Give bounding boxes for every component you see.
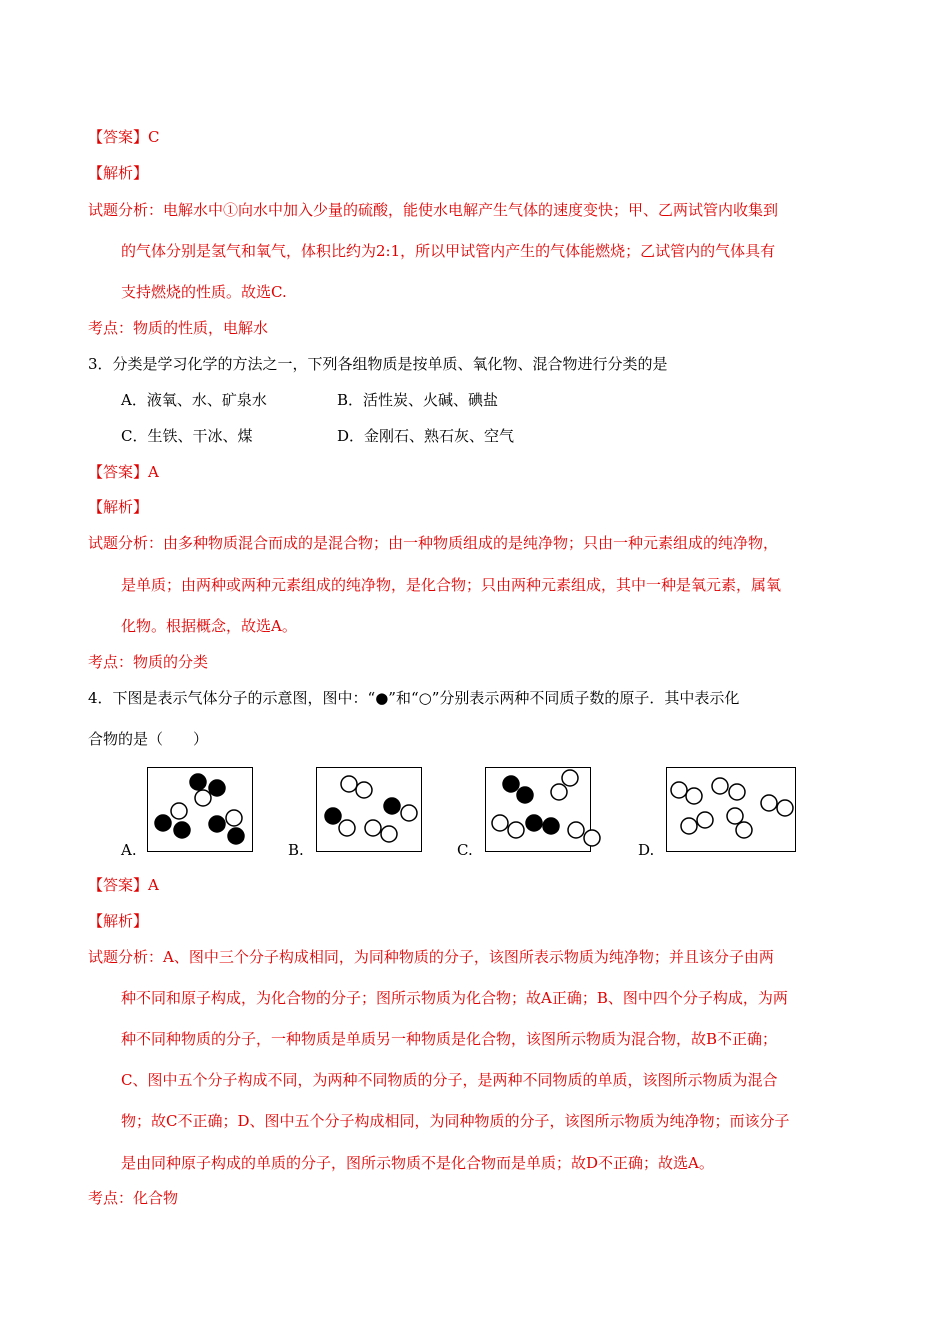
q3-analysis-label: 【解析】	[88, 498, 149, 516]
molecule-figure-c	[485, 767, 591, 852]
q2-answer: 【答案】C	[88, 128, 160, 146]
molecule-diagram-d	[667, 768, 797, 853]
q3-point: 考点：物质的分类	[88, 653, 209, 671]
molecule-figure-b	[316, 767, 422, 852]
q4-analysis-line-2: 种不同和原子构成，为化合物的分子；图所示物质为化合物；故A正确；B、图中四个分子构成，为两	[121, 989, 788, 1007]
q2-analysis-line-3: 支持燃烧的性质。故选C.	[121, 283, 287, 301]
q3-analysis-line-1: 试题分析：由多种物质混合而成的是混合物；由一种物质组成的是纯净物；只由一种元素组成的纯净物，	[88, 534, 779, 552]
q4-analysis-line-1: 试题分析：A、图中三个分子构成相同，为同种物质的分子，该图所表示物质为纯净物；并且该分子由两	[88, 948, 774, 966]
molecule-diagram-b	[317, 768, 423, 853]
q3-analysis-line-2: 是单质；由两种或两种元素组成的纯净物，是化合物；只由两种元素组成，其中一种是氧元素，属氧	[121, 576, 782, 594]
q4-analysis-label: 【解析】	[88, 912, 149, 930]
q3-option-a: A．液氧、水、矿泉水	[121, 391, 267, 409]
q3-analysis-line-3: 化物。根据概念，故选A。	[121, 617, 297, 635]
q3-option-b: B．活性炭、火碱、碘盐	[337, 391, 499, 409]
q3-option-c: C．生铁、干冰、煤	[121, 427, 253, 445]
q3-stem: 3．分类是学习化学的方法之一，下列各组物质是按单质、氧化物、混合物进行分类的是	[88, 355, 668, 373]
figure-label-c: C.	[457, 841, 473, 859]
q2-point: 考点：物质的性质，电解水	[88, 319, 269, 337]
figure-label-b: B.	[288, 841, 304, 859]
q3-option-d: D．金刚石、熟石灰、空气	[337, 427, 515, 445]
molecule-diagram-a	[148, 768, 254, 853]
q2-analysis-line-1: 试题分析：电解水中①向水中加入少量的硫酸，能使水电解产生气体的速度变快；甲、乙两试管内收集到	[88, 201, 779, 219]
q4-analysis-line-4: C、图中五个分子构成不同，为两种不同物质的分子，是两种不同物质的单质，该图所示物质为混合	[121, 1071, 778, 1089]
figure-label-a: A.	[121, 841, 137, 859]
molecule-diagram-c	[486, 768, 606, 853]
q3-answer: 【答案】A	[88, 463, 159, 481]
q4-answer: 【答案】A	[88, 876, 159, 894]
molecule-figure-d	[666, 767, 796, 852]
q4-point: 考点：化合物	[88, 1189, 179, 1207]
q2-analysis-label: 【解析】	[88, 164, 149, 182]
q4-analysis-line-5: 物；故C不正确；D、图中五个分子构成相同，为同种物质的分子，该图所示物质为纯净物；而该分子	[121, 1112, 790, 1130]
molecule-figure-a	[147, 767, 253, 852]
q4-analysis-line-3: 种不同种物质的分子，一种物质是单质另一种物质是化合物，该图所示物质为混合物，故B不正确；	[121, 1030, 778, 1048]
q4-analysis-line-6: 是由同种原子构成的单质的分子，图所示物质不是化合物而是单质；故D不正确；故选A。	[121, 1154, 714, 1172]
q2-analysis-line-2: 的气体分别是氢气和氧气，体积比约为2:1，所以甲试管内产生的气体能燃烧；乙试管内的气体具有	[121, 242, 776, 260]
q4-stem-line-2: 合物的是（ ）	[88, 730, 209, 748]
figure-label-d: D.	[638, 841, 655, 859]
q4-stem-line-1: 4．下图是表示气体分子的示意图，图中：“●”和“○”分别表示两种不同质子数的原子．其中表示化	[88, 689, 740, 707]
